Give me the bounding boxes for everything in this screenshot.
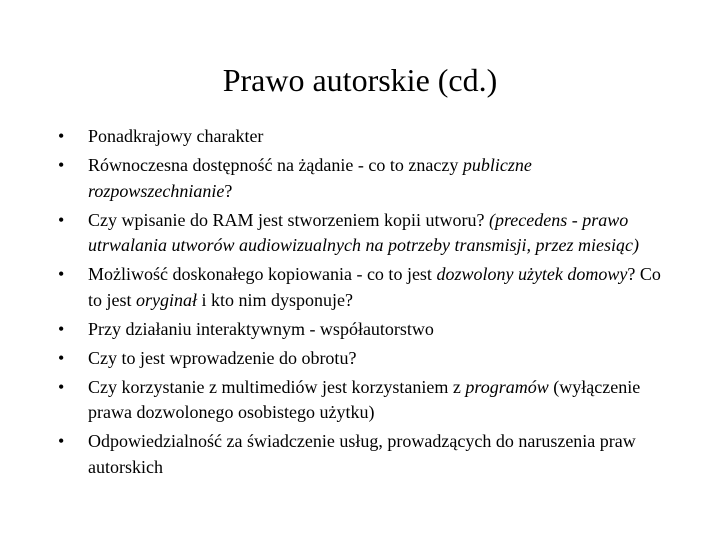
bullet-item: [58, 124, 668, 150]
bullet-text: ? Co to jest: [88, 264, 661, 310]
bullet-text: Możliwość doskonałego kopiowania - co to jest: [88, 264, 437, 284]
bullet-text: Przy działaniu interaktywnym - współautorstwo: [88, 318, 434, 339]
bullet-list: [58, 124, 668, 484]
bullet-dot: •: [58, 318, 65, 339]
bullet-dot: •: [58, 209, 65, 230]
bullet-item: [58, 153, 668, 204]
bullet-item: [58, 429, 668, 480]
bullet-text-italic: dozwolony użytek domowy: [436, 264, 628, 284]
bullet-item: [58, 262, 668, 313]
bullet-item: [58, 208, 668, 259]
bullet-text-italic: programów: [465, 376, 549, 397]
bullet-dot: •: [58, 155, 65, 175]
bullet-text-italic: publiczne rozpowszechnianie: [88, 155, 532, 201]
bullet-item: [58, 346, 668, 372]
bullet-dot: •: [58, 376, 65, 397]
bullet-text: Czy to jest wprowadzenie do obrotu?: [88, 347, 357, 368]
bullet-item: [58, 375, 668, 426]
bullet-text: Ponadkrajowy charakter: [88, 126, 264, 146]
bullet-text: Równoczesna dostępność na żądanie - co to znaczy: [88, 155, 463, 175]
bullet-text-italic: oryginał: [136, 289, 197, 310]
bullet-dot: •: [58, 126, 65, 146]
bullet-text: Czy korzystanie z multimediów jest korzystaniem z: [88, 376, 466, 397]
bullet-item: [58, 317, 668, 343]
bullet-dot: •: [58, 264, 65, 284]
bullet-text: Odpowiedzialność za świadczenie usług, prowadzących do naruszenia praw autorskich: [88, 431, 636, 477]
bullet-text: (wyłączenie prawa dozwolonego osobistego użytku): [88, 376, 641, 422]
bullet-dot: •: [58, 431, 65, 451]
bullet-text: ?: [224, 180, 233, 201]
bullet-text-italic: (precedens - prawo utrwalania utworów audiowizualnych na potrzeby transmisji, przez miesiąc): [88, 209, 640, 255]
bullet-text: i kto nim dysponuje?: [197, 289, 353, 310]
slide-title: Prawo autorskie (cd.): [222, 62, 498, 98]
bullet-text: Czy wpisanie do RAM jest stworzeniem kopii utworu?: [88, 209, 489, 230]
bullet-dot: •: [58, 347, 65, 368]
